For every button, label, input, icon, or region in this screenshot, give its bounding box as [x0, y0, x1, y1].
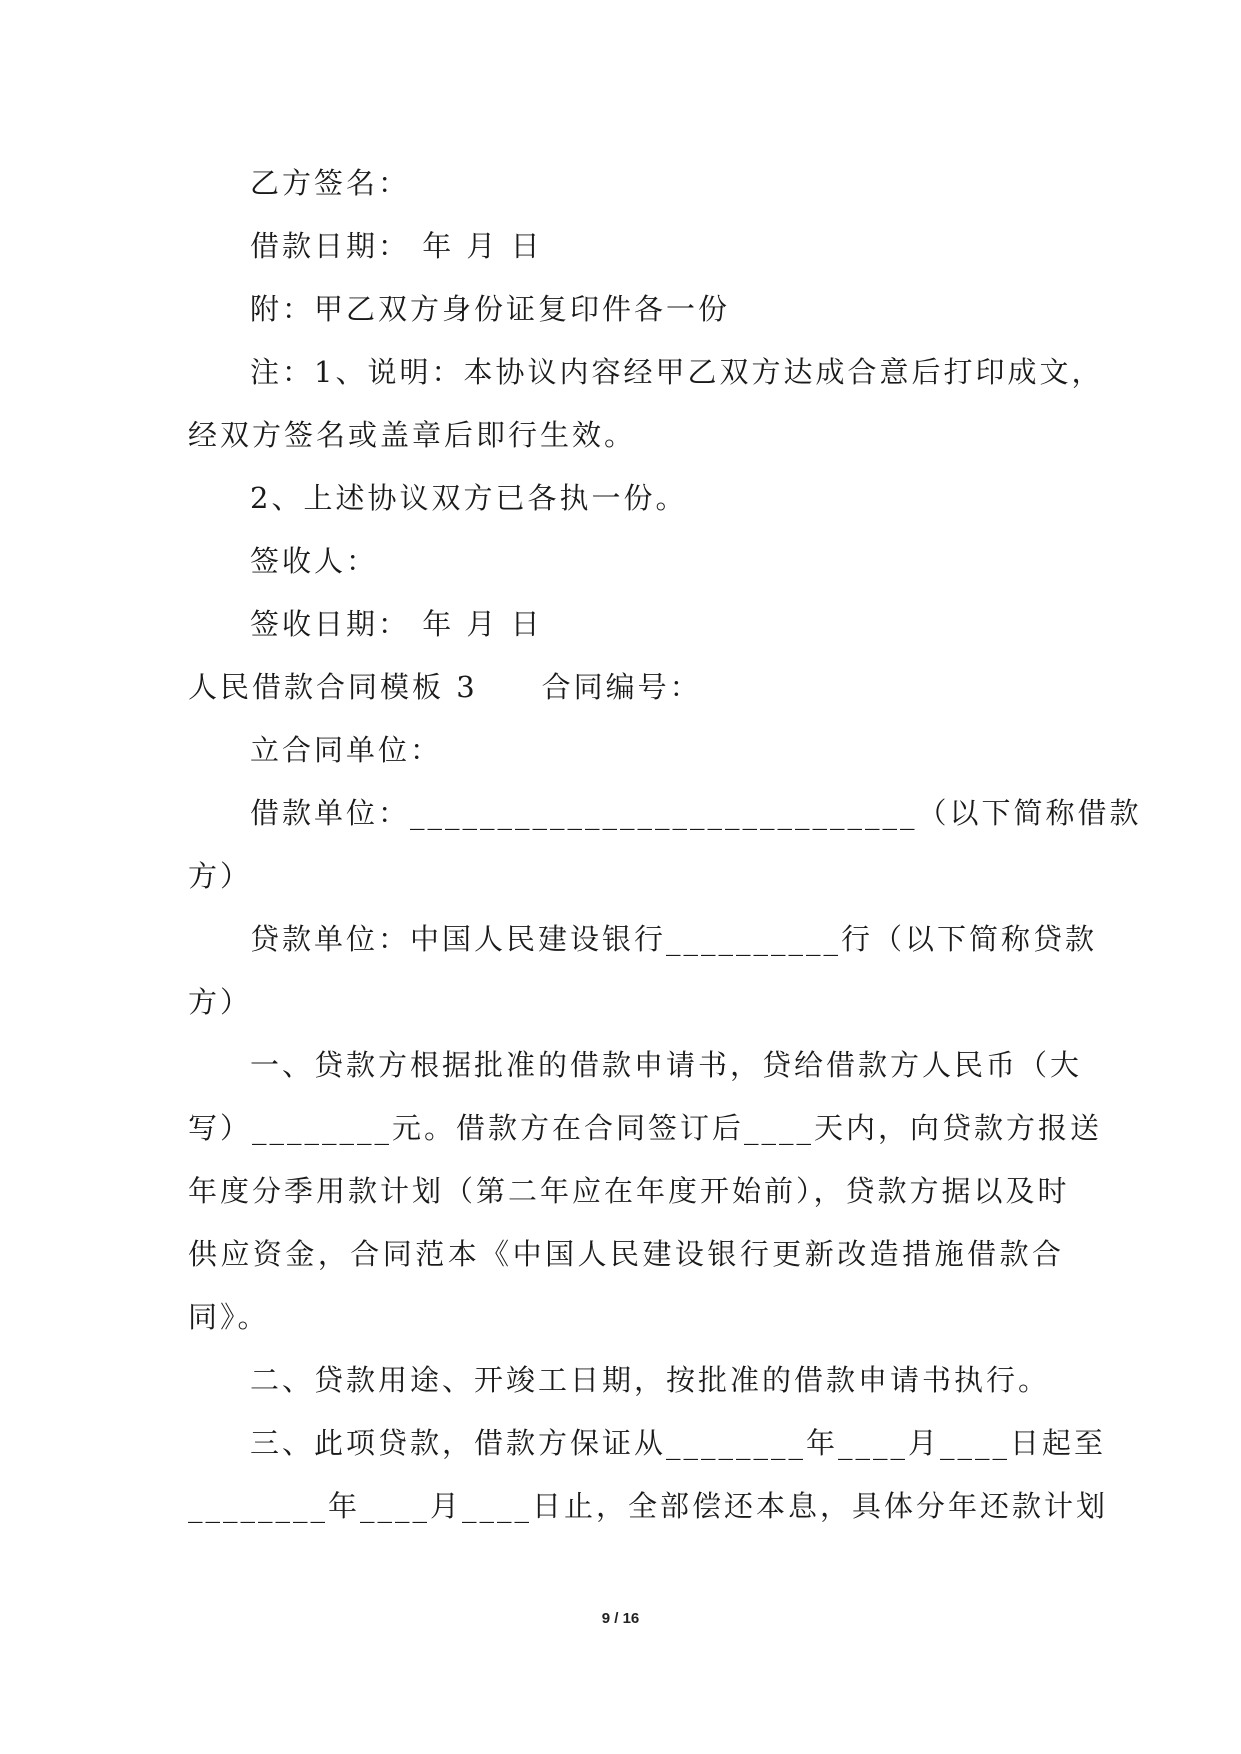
text-line: 借款日期： 年 月 日 — [250, 229, 543, 263]
text-line: 立合同单位： — [250, 733, 443, 767]
text-line: 签收人： — [250, 544, 379, 578]
text-line: 供应资金，合同范本《中国人民建设银行更新改造措施借款合 — [188, 1237, 1064, 1271]
text-line: 附：甲乙双方身份证复印件各一份 — [250, 292, 731, 326]
page-number: 9 / 16 — [601, 1610, 640, 1627]
text-line: 贷款单位：中国人民建设银行__________行（以下简称贷款 — [250, 922, 1098, 956]
text-line: 2、上述协议双方已各执一份。 — [250, 481, 688, 515]
text-line: 一、贷款方根据批准的借款申请书，贷给借款方人民币（大 — [250, 1048, 1083, 1082]
text-line: 同》。 — [188, 1300, 270, 1334]
text-line: 注：1、说明：本协议内容经甲乙双方达成合意后打印成文， — [250, 355, 1104, 389]
text-line: 借款单位：_____________________________（以下简称借款 — [250, 796, 1142, 830]
text-line: 方） — [188, 985, 253, 1019]
text-line: 签收日期： 年 月 日 — [250, 607, 543, 641]
text-line: 二、贷款用途、开竣工日期，按批准的借款申请书执行。 — [250, 1363, 1051, 1397]
text-line: 年度分季用款计划（第二年应在年度开始前），贷款方据以及时 — [188, 1174, 1070, 1208]
text-line: 乙方签名： — [250, 166, 411, 200]
section-heading: 人民借款合同模板 3 合同编号： — [188, 670, 702, 704]
text-line: 三、此项贷款，借款方保证从________年____月____日起至 — [250, 1426, 1107, 1460]
text-line: 经双方签名或盖章后即行生效。 — [188, 418, 637, 452]
text-line: 写）________元。借款方在合同签订后____天内，向贷款方报送 — [188, 1111, 1103, 1145]
text-line: 方） — [188, 859, 253, 893]
text-line: ________年____月____日止，全部偿还本息，具体分年还款计划 — [188, 1489, 1109, 1523]
